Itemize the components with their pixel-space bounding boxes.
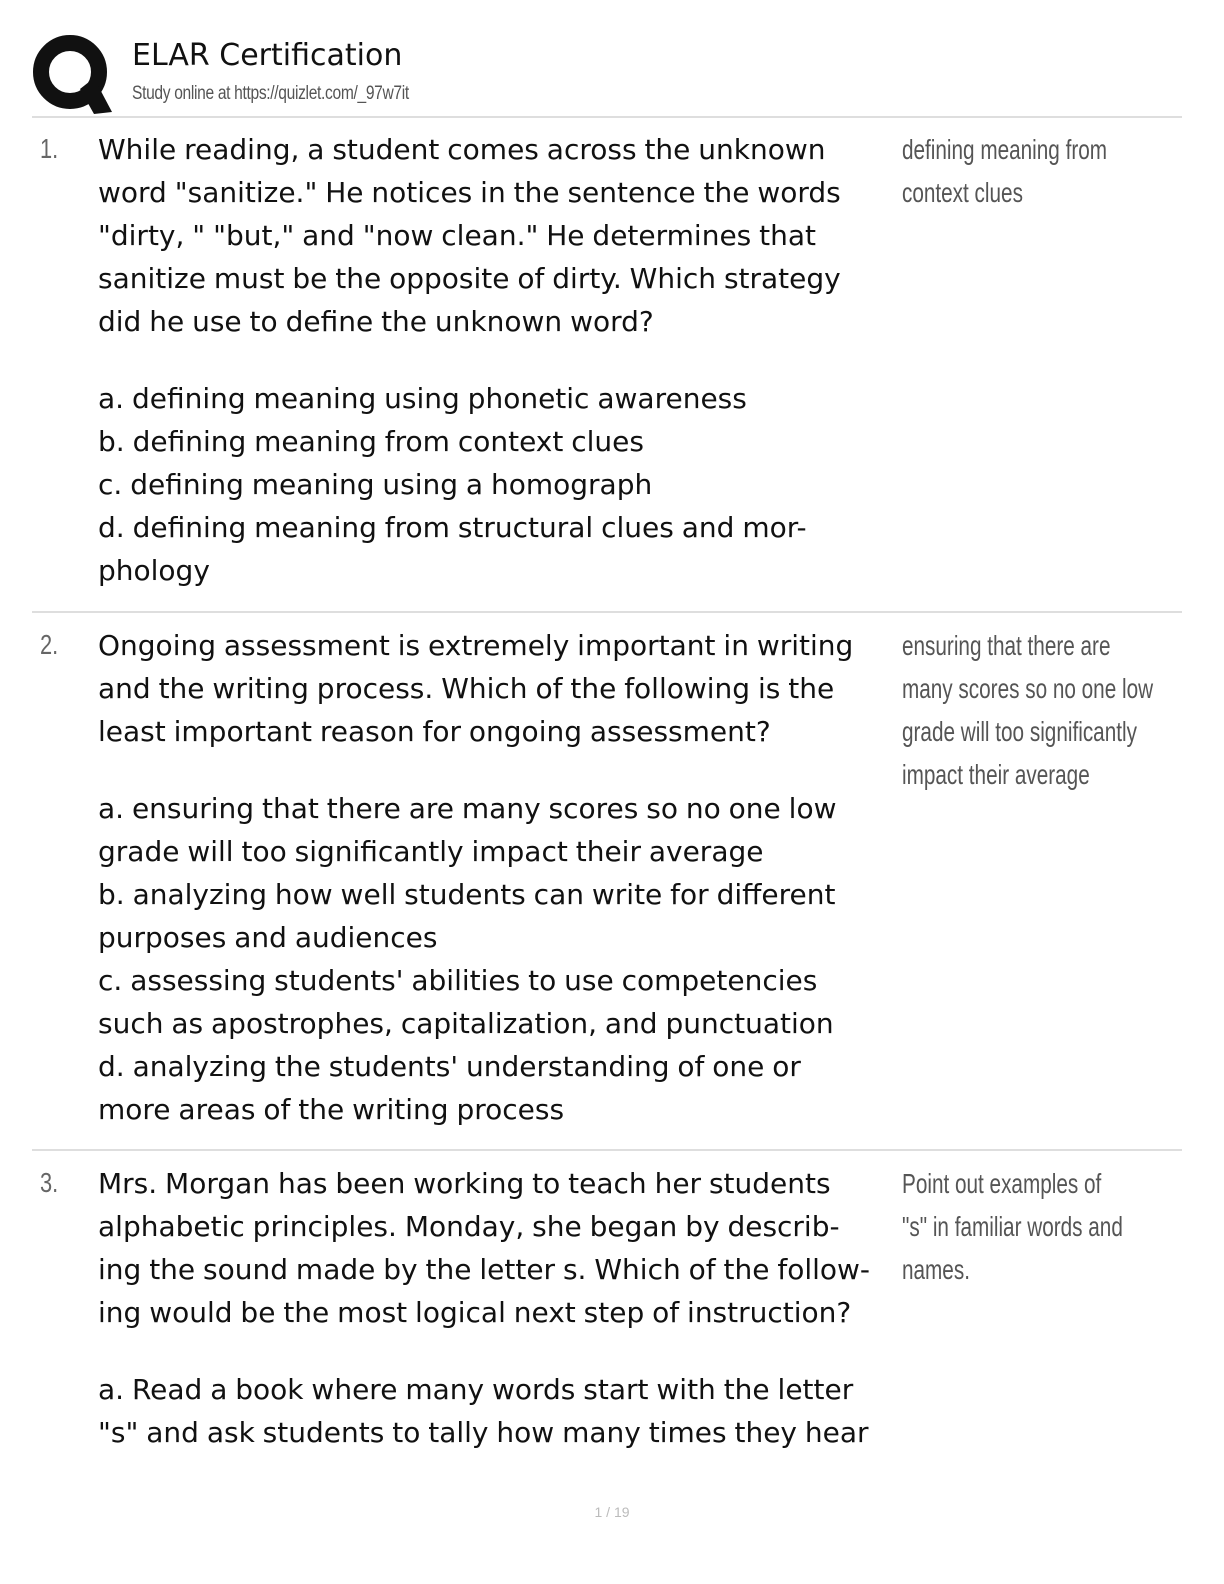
card-term [98, 128, 898, 592]
option-line: more areas of the writing process [98, 1093, 565, 1126]
option-line: a. Read a book where many words start with the letter [98, 1373, 854, 1406]
option-line: d. analyzing the students' understanding of one or [98, 1050, 801, 1083]
card-definition [902, 624, 1183, 796]
option-line: purposes and audiences [98, 921, 438, 954]
card-number: 2. [40, 629, 59, 660]
option-line: d. defining meaning from structural clues and mor- [98, 511, 807, 544]
definition-line: "s" in familiar words and [902, 1211, 1123, 1242]
term-line: ing would be the most logical next step of instruction? [98, 1296, 852, 1329]
term-line: While reading, a student comes across the unknown [98, 133, 826, 166]
definition-line: grade will too significantly [902, 716, 1137, 747]
term-line: word "sanitize." He notices in the sentence the words [98, 176, 841, 209]
option-line: such as apostrophes, capitalization, and punctuation [98, 1007, 834, 1040]
paragraph-gap [98, 753, 898, 787]
definition-line: Point out examples of [902, 1168, 1102, 1199]
card-definition [902, 128, 1183, 214]
definition-line: context clues [902, 177, 1023, 208]
term-line: and the writing process. Which of the following is the [98, 672, 835, 705]
definition-line: defining meaning from [902, 134, 1108, 165]
option-line: a. defining meaning using phonetic awareness [98, 382, 747, 415]
definition-line: many scores so no one low [902, 673, 1154, 704]
option-line: b. analyzing how well students can write for different [98, 878, 836, 911]
option-line: grade will too significantly impact their average [98, 835, 764, 868]
page-title: ELAR Certification [132, 38, 403, 73]
term-line: "dirty, " "but," and "now clean." He determines that [98, 219, 817, 252]
option-line: a. ensuring that there are many scores so no one low [98, 792, 837, 825]
card-number: 3. [40, 1167, 59, 1198]
page-header [32, 34, 1182, 114]
card-term [98, 624, 898, 1131]
definition-line: ensuring that there are [902, 630, 1111, 661]
term-line: least important reason for ongoing assessment? [98, 715, 771, 748]
divider [32, 611, 1182, 613]
definition-line: names. [902, 1254, 970, 1285]
option-line: c. assessing students' abilities to use competencies [98, 964, 818, 997]
divider [32, 116, 1182, 118]
term-line: Mrs. Morgan has been working to teach her students [98, 1167, 831, 1200]
option-line: c. defining meaning using a homograph [98, 468, 653, 501]
paragraph-gap [98, 1334, 898, 1368]
term-line: Ongoing assessment is extremely important in writing [98, 629, 854, 662]
option-line: phology [98, 554, 210, 587]
term-line: sanitize must be the opposite of dirty. Which strategy [98, 262, 841, 295]
definition-line: impact their average [902, 759, 1090, 790]
study-link[interactable]: Study online at https://quizlet.com/_97w7it [132, 83, 409, 104]
paragraph-gap [98, 343, 898, 377]
divider [32, 1149, 1182, 1151]
term-line: ing the sound made by the letter s. Which of the follow- [98, 1253, 871, 1286]
card-number: 1. [40, 133, 59, 164]
option-line: "s" and ask students to tally how many times they hear [98, 1416, 869, 1449]
option-line: b. defining meaning from context clues [98, 425, 644, 458]
quizlet-logo-icon [32, 34, 112, 114]
term-line: alphabetic principles. Monday, she began by describ- [98, 1210, 840, 1243]
term-line: did he use to define the unknown word? [98, 305, 654, 338]
card-definition [902, 1162, 1183, 1291]
page-number: 1 / 19 [594, 1504, 630, 1520]
card-term [98, 1162, 898, 1454]
